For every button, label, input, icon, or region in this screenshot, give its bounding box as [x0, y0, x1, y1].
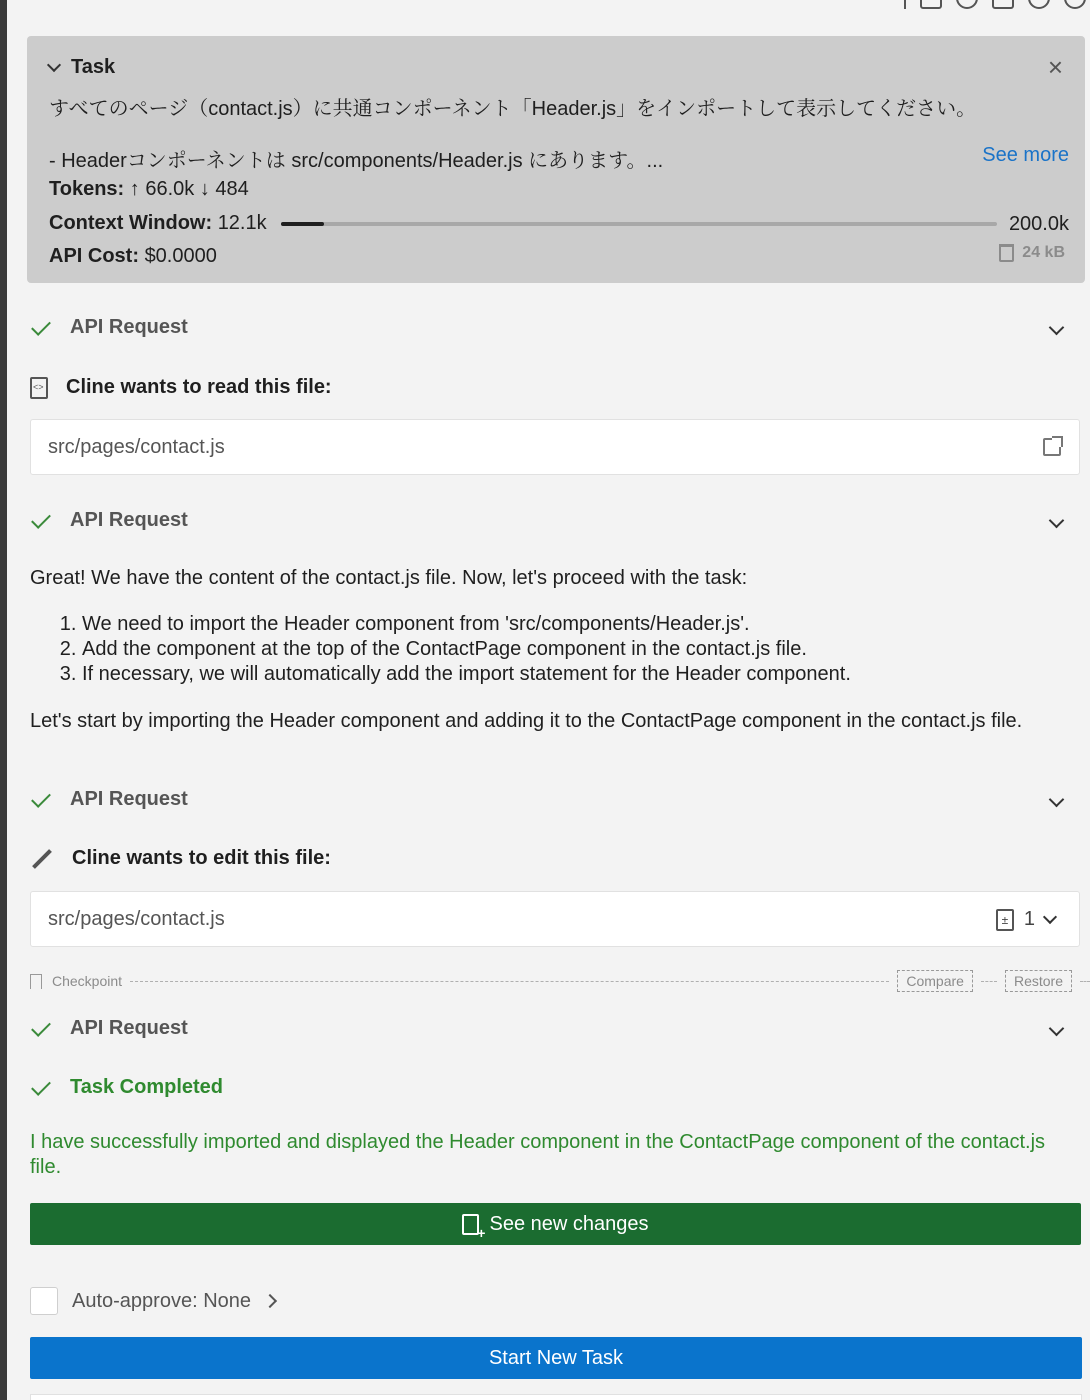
completion-text: I have successfully imported and displayed the Header component in the ContactPage component of the contact.js file. [30, 1131, 1046, 1178]
diff-count: 1 [1023, 908, 1035, 930]
edit-file-path: src/pages/contact.js [48, 908, 225, 930]
start-new-task-button[interactable]: Start New Task [30, 1337, 1082, 1379]
api-request-row[interactable] [30, 1017, 1080, 1040]
tokens-up: ↑ 66.0k [129, 178, 195, 200]
tokens-stat [49, 178, 249, 201]
auto-approve-row[interactable] [30, 1287, 275, 1315]
mcp-icon[interactable] [992, 0, 1014, 9]
pencil-icon [32, 849, 52, 869]
auto-approve-checkbox[interactable] [30, 1287, 58, 1315]
list-item: 2. Add the component at the top of the ContactPage component in the contact.js file. [82, 637, 851, 662]
api-request-label: API Request [70, 788, 188, 810]
cost-value: $0.0000 [144, 245, 217, 267]
chevron-down-icon [1049, 1021, 1065, 1037]
read-file-path: src/pages/contact.js [48, 436, 225, 458]
open-external-icon[interactable] [1043, 438, 1061, 456]
task-completed-row [30, 1076, 223, 1099]
trash-icon [999, 244, 1014, 262]
checkpoint-row [30, 968, 1090, 994]
cost-label: API Cost: [49, 245, 139, 267]
expand-chevron[interactable] [1051, 788, 1062, 811]
see-new-changes-label: See new changes [489, 1212, 649, 1235]
context-label: Context Window: [49, 212, 213, 234]
chevron-down-icon [1049, 320, 1065, 336]
tokens-down: ↓ 484 [199, 178, 249, 200]
file-add-icon [462, 1214, 479, 1235]
edit-file-box[interactable] [30, 891, 1080, 947]
list-item: 1. We need to import the Header component from 'src/components/Header.js'. [82, 612, 851, 637]
task-size: 24 kB [1022, 244, 1065, 261]
task-completed-title: Task Completed [70, 1076, 223, 1098]
read-file-title: Cline wants to read this file: [66, 376, 332, 398]
cost-stat [49, 245, 217, 268]
context-progress-bar [281, 222, 997, 226]
check-icon [31, 509, 51, 529]
auto-approve-label: Auto-approve: None [72, 1289, 252, 1312]
tokens-label: Tokens: [49, 178, 125, 200]
context-stat [49, 212, 267, 235]
chat-input[interactable] [30, 1394, 1082, 1400]
task-header[interactable] [49, 56, 115, 79]
check-icon [31, 1017, 51, 1037]
top-toolbar [904, 0, 1086, 10]
expand-chevron[interactable] [1051, 1017, 1062, 1040]
check-icon [31, 316, 51, 336]
close-icon[interactable]: × [1047, 52, 1063, 82]
api-request-label: API Request [70, 509, 188, 531]
task-card [27, 36, 1085, 283]
message-intro: Great! We have the content of the contact.js file. Now, let's proceed with the task: [30, 567, 748, 589]
restore-button[interactable]: Restore [1005, 970, 1072, 992]
api-request-label: API Request [70, 1017, 188, 1039]
checkpoint-divider [1080, 981, 1090, 982]
edit-file-header [30, 847, 331, 870]
expand-chevron[interactable] [1051, 509, 1062, 532]
check-icon [31, 1076, 51, 1096]
context-used: 12.1k [217, 212, 267, 234]
api-request-row[interactable] [30, 316, 1080, 339]
message-outro: Let's start by importing the Header component and adding it to the ContactPage component in the contact.js file. [30, 710, 1023, 732]
task-detail: - Headerコンポーネントは src/components/Header.js にあります。... [49, 150, 664, 172]
bookmark-icon [30, 974, 42, 989]
chevron-down-icon[interactable] [47, 58, 61, 72]
context-max: 200.0k [1008, 213, 1069, 235]
message-steps [58, 612, 851, 687]
delete-task-button[interactable] [999, 244, 1065, 262]
checkpoint-divider [981, 981, 997, 982]
task-title: Task [71, 56, 116, 78]
see-new-changes-button[interactable] [30, 1203, 1081, 1245]
gear-icon[interactable] [1064, 0, 1086, 9]
diff-icon: ± [996, 909, 1014, 931]
expand-chevron[interactable] [1051, 316, 1062, 339]
diff-summary[interactable] [996, 908, 1055, 931]
checkpoint-label: Checkpoint [52, 973, 123, 989]
api-request-row[interactable] [30, 509, 1080, 532]
see-more-link[interactable]: See more [982, 144, 1069, 166]
chevron-down-icon [1049, 513, 1065, 529]
chevron-down-icon [1049, 792, 1065, 808]
read-file-header [30, 376, 332, 399]
edit-file-title: Cline wants to edit this file: [72, 847, 331, 869]
api-request-row[interactable] [30, 788, 1080, 811]
context-progress-fill [281, 222, 324, 226]
read-file-box[interactable] [30, 419, 1080, 475]
editor-edge [0, 0, 7, 1400]
account-icon[interactable] [1028, 0, 1050, 9]
list-item: 3. If necessary, we will automatically add the import statement for the Header component. [82, 662, 851, 687]
check-icon [31, 788, 51, 808]
task-description: すべてのページ（contact.js）に共通コンポーネント「Header.js」をインポートして表示してください。 [49, 98, 977, 120]
calendar-icon[interactable] [920, 0, 942, 9]
divider-icon [904, 0, 906, 9]
chevron-right-icon[interactable] [263, 1294, 277, 1308]
compare-button[interactable]: Compare [897, 970, 973, 992]
checkpoint-divider [130, 981, 889, 982]
file-code-icon [30, 377, 48, 399]
chevron-down-icon[interactable] [1043, 910, 1057, 924]
history-icon[interactable] [956, 0, 978, 9]
api-request-label: API Request [70, 316, 188, 338]
